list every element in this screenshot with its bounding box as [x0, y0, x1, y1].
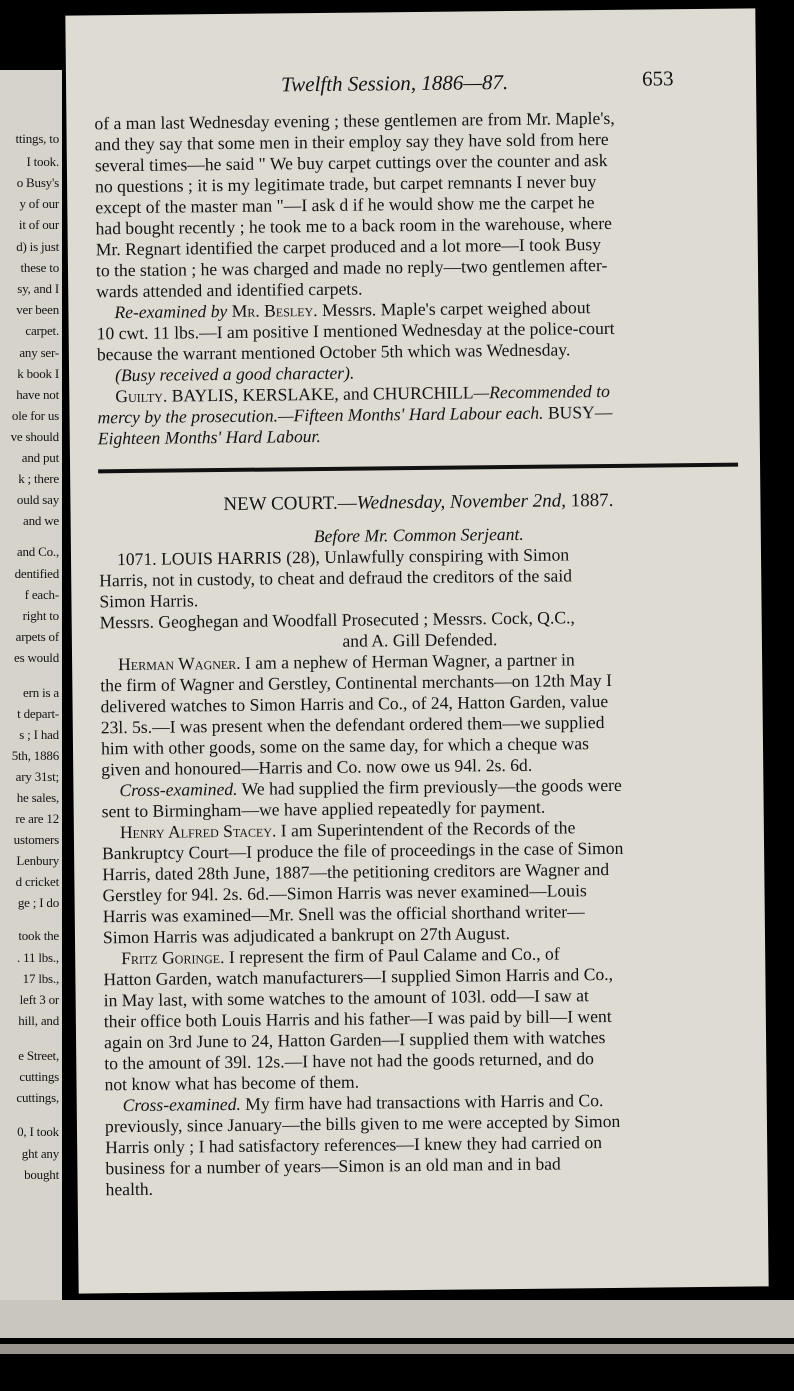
defendant-name: LOUIS HARRIS: [160, 547, 282, 569]
text-line: Simon Harris was adjudicated a bankrupt on 27th August.: [102, 923, 511, 948]
margin-fragment: cuttings: [19, 1069, 59, 1084]
text-line: Hatton Garden, watch manufacturers—I supplied Simon Harris and Co.,: [103, 963, 614, 990]
text-line: to the station ; he was charged and made no reply—two gentlemen after-: [95, 254, 608, 281]
text-line: not know what has become of them.: [104, 1071, 360, 1095]
case-2: [99, 543, 746, 1201]
reexam-label: Re-examined by: [114, 300, 228, 323]
text-line: sent to Birmingham—we have applied repeatedly for payment.: [101, 796, 546, 822]
margin-fragment: left 3 or: [19, 992, 59, 1007]
text-line: Mr. Regnart identified the carpet produced and a lot more—I took Busy: [95, 234, 602, 260]
previous-page-margin: [0, 70, 62, 1300]
text-line: the firm of Wagner and Gerstley, Continental merchants—on 12th May I: [100, 669, 613, 696]
text-line: no questions ; it is my legitimate trade, but carpet remnants I never buy: [95, 171, 597, 197]
text-line: health.: [105, 1178, 154, 1200]
text-line: Harris, not in custody, to cheat and defraud the creditors of the said: [99, 565, 573, 591]
witness-name: Herman Wagner.: [118, 652, 241, 675]
margin-fragment: t depart-: [17, 706, 59, 721]
judge-text: Before Mr. Common Serjeant.: [313, 523, 524, 547]
margin-fragment: bought: [24, 1167, 59, 1182]
verdict-label: Guilty.: [115, 385, 168, 407]
margin-fragment: he sales,: [16, 790, 59, 805]
margin-fragment: ary 31st;: [15, 769, 59, 784]
text-line: business for a number of years—Simon is an old man and in bad: [105, 1153, 561, 1179]
text-line: had bought recently ; he took me to a back room in the warehouse, where: [95, 212, 613, 239]
margin-fragment: ve should: [10, 429, 59, 444]
text-segment: I represent the firm of Paul Calame and Co., of: [228, 943, 560, 967]
text-line: him with other goods, some on the same day, for which a cheque was: [100, 733, 590, 759]
text-segment: My firm have had transactions with Harris and Co.: [245, 1090, 604, 1114]
section-divider: [98, 463, 738, 474]
defendant-name: BUSY—: [547, 401, 613, 423]
sentence-text: mercy by the prosecution.—Fifteen Months' Hard Labour each.: [97, 402, 544, 428]
text-segment: I am Superintendent of the Records of the: [280, 817, 576, 841]
margin-fragment: dentified: [14, 566, 59, 581]
margin-fragment: s ; I had: [19, 727, 59, 742]
margin-fragment: 5th, 1886: [11, 748, 59, 763]
margin-fragment: ght any: [21, 1146, 59, 1161]
margin-fragment: hill, and: [18, 1013, 59, 1028]
text-line: several times—he said " We buy carpet cuttings over the counter and ask: [94, 149, 608, 176]
text-line: again on 3rd June to 24, Hatton Garden—I supplied them with watches: [103, 1027, 606, 1053]
margin-fragment: have not: [16, 387, 59, 402]
margin-fragment: cuttings,: [16, 1090, 59, 1105]
margin-fragment: f each-: [24, 587, 59, 602]
margin-fragment: y of our: [19, 196, 59, 211]
character-note-text: (Busy received a good character).: [114, 362, 355, 386]
counsel-name: Mr. Besley.: [231, 300, 318, 321]
text-line: Gerstley for 94l. 2s. 6d.—Simon Harris was never examined—Louis: [102, 880, 587, 906]
margin-fragment: 0, I took: [17, 1124, 59, 1139]
margin-fragment: it of our: [18, 217, 59, 232]
margin-fragment: 17 lbs.,: [22, 971, 59, 986]
cross-label: Cross-examined.: [122, 1093, 241, 1116]
page-number: 653: [641, 66, 674, 91]
text-line: to the amount of 39l. 12s.—I have not had the goods returned, and do: [104, 1048, 594, 1074]
text-line: Harris only ; I had satisfactory references—I knew they had carried on: [105, 1132, 603, 1158]
recommendation: —Recommended to: [473, 380, 610, 403]
case-1-testimony: [94, 107, 737, 450]
margin-fragment: took the: [18, 928, 59, 943]
text-line: because the warrant mentioned October 5th which was Wednesday.: [96, 339, 571, 365]
text-line: Harris was examined—Mr. Snell was the official shorthand writer—: [102, 901, 585, 927]
margin-fragment: e Street,: [18, 1048, 59, 1063]
counsel-line: and A. Gill Defended.: [342, 629, 498, 651]
text-line: Harris, dated 28th June, 1887—the petitioning creditors are Wagner and: [102, 859, 610, 885]
margin-fragment: es would: [14, 650, 59, 665]
case-number: 1071.: [116, 548, 157, 570]
margin-fragment: ould say: [16, 492, 59, 507]
text-segment: I am a nephew of Herman Wagner, a partner in: [244, 649, 575, 673]
text-line: previously, since January—the bills given to me were accepted by Simon: [104, 1110, 621, 1137]
margin-fragment: k book I: [17, 366, 59, 381]
text-line: their office both Louis Harris and his father—I was paid by bill—I went: [103, 1005, 612, 1032]
margin-fragment: . 11 lbs.,: [17, 950, 59, 965]
sentence-text: Eighteen Months' Hard Labour.: [97, 425, 321, 449]
defendant-age: (28),: [286, 547, 320, 568]
margin-fragment: ern is a: [23, 685, 59, 700]
witness-name: Henry Alfred Stacey.: [119, 820, 277, 843]
text-line: 23l. 5s.—I was present when the defendant ordered them—we supplied: [100, 712, 605, 738]
margin-fragment: d) is just: [16, 239, 59, 254]
text-line: except of the master man "—I ask d if he would show me the carpet he: [95, 192, 595, 218]
cross-label: Cross-examined.: [119, 778, 238, 801]
margin-fragment: any ser-: [19, 345, 59, 360]
court-date: Wednesday, November 2nd,: [356, 490, 567, 514]
margin-fragment: ttings, to: [15, 131, 59, 146]
margin-fragment: and we: [23, 513, 59, 528]
margin-fragment: I took.: [26, 154, 59, 169]
text-segment: We had supplied the firm previously—the goods were: [241, 774, 622, 799]
text-line: wards attended and identified carpets.: [96, 278, 363, 302]
running-header: [66, 63, 756, 100]
margin-fragment: re are 12: [15, 811, 59, 826]
document-page: [65, 8, 768, 1293]
margin-fragment: Lenbury: [16, 853, 59, 868]
counsel-line: Messrs. Geoghegan and Woodfall Prosecuted ; Messrs. Cock, Q.C.,: [99, 607, 575, 633]
court-heading: [98, 489, 738, 517]
text-segment: Messrs. Maple's carpet weighed about: [321, 297, 591, 320]
text-line: Bankruptcy Court—I produce the file of proceedings in the case of Simon: [101, 837, 624, 864]
margin-fragment: and put: [21, 450, 59, 465]
margin-fragment: arpets of: [15, 629, 59, 644]
page-body: [94, 107, 745, 1201]
margin-fragment: o Busy's: [16, 175, 59, 190]
session-title: Twelfth Session, 1886—87.: [280, 70, 509, 97]
text-line: 10 cwt. 11 lbs.—I am positive I mentioned Wednesday at the police-court: [96, 317, 615, 344]
page-edge: [0, 1300, 794, 1338]
margin-fragment: d cricket: [15, 874, 59, 889]
text-line: of a man last Wednesday evening ; these gentlemen are from Mr. Maple's,: [94, 107, 615, 134]
margin-fragment: sy, and I: [17, 281, 59, 296]
margin-fragment: ge ; I do: [17, 895, 59, 910]
witness-name: Fritz Goringe.: [121, 947, 225, 969]
margin-fragment: ustomers: [13, 832, 59, 847]
margin-fragment: ver been: [16, 302, 59, 317]
margin-fragment: right to: [22, 608, 59, 623]
text-line: delivered watches to Simon Harris and Co., of 24, Hatton Garden, value: [100, 691, 609, 717]
text-line: given and honoured—Harris and Co. now owe us 94l. 2s. 6d.: [101, 754, 533, 780]
margin-fragment: carpet.: [25, 323, 59, 338]
text-line: Simon Harris.: [99, 590, 199, 612]
margin-fragment: k ; there: [18, 471, 59, 486]
charge-text: Unlawfully conspiring with Simon: [324, 544, 570, 567]
court-year: 1887.: [570, 489, 614, 512]
court-name: NEW COURT.—: [223, 492, 357, 516]
text-line: and they say that some men in their employ say they have sold from here: [94, 128, 609, 155]
margin-fragment: ole for us: [11, 408, 59, 423]
margin-fragment: and Co.,: [16, 544, 59, 559]
page-edge-shadow: [0, 1344, 794, 1354]
defendant-names: BAYLIS, KERSLAKE, and CHURCHILL: [171, 382, 474, 406]
margin-fragment: these to: [20, 260, 59, 275]
text-line: in May last, with some watches to the amount of 103l. odd—I saw at: [103, 985, 589, 1011]
